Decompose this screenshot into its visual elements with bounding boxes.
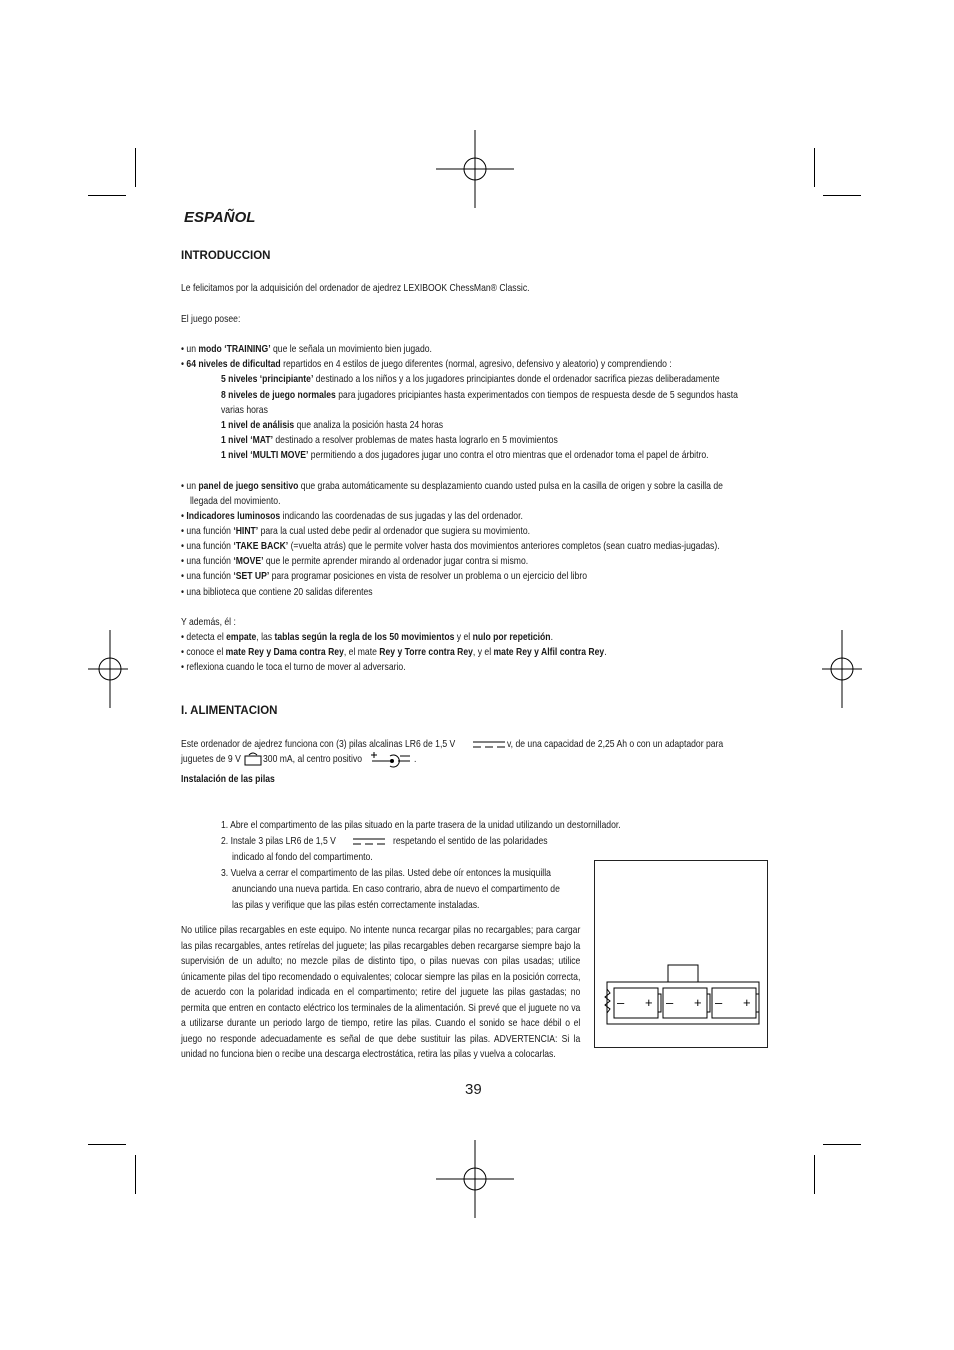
install-step: las pilas y verifique que las pilas estén correctamente instaladas. xyxy=(232,899,480,911)
battery-warning: No utilice pilas recargables en este equipo. No intente nunca recargar pilas no recargables; para cargar las pilas recargables, antes retírelas del juguete; las pilas recargables deben recargarse siempre bajo la supervisión de un adulto; no mezcle pilas de distinto tipo, o pilas nuevas con pilas usadas; utilice únicamente pilas del tipo recomendado o equivalentes; colocar siempre las pilas en la posición correcta, de acuerdo con la polaridad indicada en el compartimento; retire del juguete las pilas gastadas; no permita que entren en contacto eléctrico los terminales de la alimentación. Si prevé que el juguete no va a utilizarse durante un periodo largo de tiempo, retire las pilas. Cuando el sonido se hace débil o el juego no responde adecuadamente es señal de que debe sustituir las pilas. ADVERTENCIA: Si la unidad no funciona bien o recibe una descarga electrostática, retira las pilas y vuelva a colocarlas. xyxy=(181,924,581,1060)
crop-mark xyxy=(135,148,136,187)
battery-sign: – xyxy=(666,995,674,1010)
install-step: indicado al fondo del compartimento. xyxy=(232,851,373,863)
install-step: 2. Instale 3 pilas LR6 de 1,5 V xyxy=(221,835,336,847)
feature-item: • una función ‘SET UP’ para programar posiciones en vista de resolver un problema o un ejercicio del libro xyxy=(181,570,588,582)
registration-mark-bottom-icon xyxy=(436,1140,514,1218)
install-step: 1. Abre el compartimento de las pilas situado en la parte trasera de la unidad utilizando un destornillador. xyxy=(221,819,621,831)
registration-mark-right-icon xyxy=(822,630,862,708)
polarity-center-positive-icon xyxy=(370,752,417,766)
sub-level: 1 nivel de análisis que analiza la posición hasta 24 horas xyxy=(221,419,444,431)
crop-mark xyxy=(823,1144,861,1145)
crop-mark xyxy=(814,1155,815,1194)
feature-niveles: • 64 niveles de dificultad repartidos en 4 estilos de juego diferentes (normal, agresivo, defensivo y aleatorio) y comprendiendo : xyxy=(181,358,672,370)
feature-item: • una función ‘MOVE’ que le permite aprender mirando al ordenador jugar contra si mismo. xyxy=(181,555,529,567)
detecta-item: • detecta el empate, las tablas según la regla de los 50 movimientos y el nulo por repetición. xyxy=(181,631,553,643)
sub-level: 5 niveles ‘principiante’ destinado a los niños y a los jugadores principiantes donde el ordenador sacrifica piezas deliberadamente xyxy=(221,373,720,385)
ademas-text: Y además, él : xyxy=(181,616,236,628)
conoce-item: • conoce el mate Rey y Dama contra Rey, el mate Rey y Torre contra Rey, y el mate Rey y Alfil contra Rey. xyxy=(181,646,607,658)
sub-level: 1 nivel ‘MULTI MOVE’ permitiendo a dos jugadores jugar uno contra el otro mientras que el ordenador toma el papel de árbitro. xyxy=(221,449,709,461)
battery-sign: + xyxy=(694,995,702,1010)
feature-item: • Indicadores luminosos indicando las coordenadas de sus jugadas y las del ordenador. xyxy=(181,510,523,522)
dc-symbol-icon xyxy=(353,837,385,847)
battery-sign: – xyxy=(617,995,625,1010)
registration-mark-top-icon xyxy=(436,130,514,208)
intro-title: INTRODUCCION xyxy=(181,250,271,262)
crop-mark xyxy=(135,1155,136,1194)
crop-mark xyxy=(814,148,815,187)
power-line-1a: Este ordenador de ajedrez funciona con (3) pilas alcalinas LR6 de 1,5 V xyxy=(181,738,456,750)
sub-level: 1 nivel ‘MAT’ destinado a resolver problemas de mates hasta lograrlo en 5 movimientos xyxy=(221,434,558,446)
feature-item: llegada del movimiento. xyxy=(190,495,281,507)
power-line-1b: v, de una capacidad de 2,25 Ah o con un adaptador para xyxy=(507,738,724,750)
crop-mark xyxy=(823,195,861,196)
install-step: anunciando una nueva partida. En caso contrario, abra de nuevo el compartimento de xyxy=(232,883,560,895)
battery-sign: – xyxy=(715,995,723,1010)
install-step: 3. Vuelva a cerrar el compartimento de las pilas. Usted debe oír entonces la musiquilla xyxy=(221,867,551,879)
sub-level: varias horas xyxy=(221,404,268,416)
feature-item: • una biblioteca que contiene 20 salidas diferentes xyxy=(181,586,373,598)
dc-symbol-icon xyxy=(473,740,505,750)
feature-item: • una función ‘HINT’ para la cual usted debe pedir al ordenador que sugiera su movimiento. xyxy=(181,525,531,537)
adapter-transformer-icon xyxy=(244,751,262,766)
battery-sign: + xyxy=(743,995,751,1010)
registration-mark-left-icon xyxy=(88,630,128,708)
sub-level: 8 niveles de juego normales para jugadores pricipiantes hasta experimentados con tiempos de respuesta desde de 5 segundos hasta xyxy=(221,389,738,401)
intro-posee: El juego posee: xyxy=(181,313,241,325)
battery-sign: + xyxy=(645,995,653,1010)
page-number: 39 xyxy=(465,1081,482,1098)
battery-diagram xyxy=(594,860,768,1048)
feature-item: • un panel de juego sensitivo que graba automáticamente su desplazamiento cuando usted pulsa en la casilla de origen y sobre la casilla de xyxy=(181,480,723,492)
battery-compartment-icon xyxy=(595,861,767,1047)
power-line-2c: . xyxy=(414,753,417,765)
power-line-2b: 300 mA, al centro positivo xyxy=(263,753,363,765)
install-step: respetando el sentido de las polaridades xyxy=(393,835,548,847)
intro-congrats: Le felicitamos por la adquisición del ordenador de ajedrez LEXIBOOK ChessMan® Classic. xyxy=(181,282,530,294)
feature-item: • una función ‘TAKE BACK’ (=vuelta atrás) que le permite volver hasta dos movimientos anteriores completos (sean cuatro medias-jugadas). xyxy=(181,540,720,552)
reflexiona-item: • reflexiona cuando le toca el turno de mover al adversario. xyxy=(181,661,406,673)
feature-training: • un modo ‘TRAINING’ que le señala un movimiento bien jugado. xyxy=(181,343,432,355)
alimentacion-title: I. ALIMENTACION xyxy=(181,705,278,717)
install-title: Instalación de las pilas xyxy=(181,773,275,785)
language-heading: ESPAÑOL xyxy=(184,209,256,226)
crop-mark xyxy=(88,1144,126,1145)
power-line-2a: juguetes de 9 V xyxy=(181,753,241,765)
crop-mark xyxy=(88,195,126,196)
